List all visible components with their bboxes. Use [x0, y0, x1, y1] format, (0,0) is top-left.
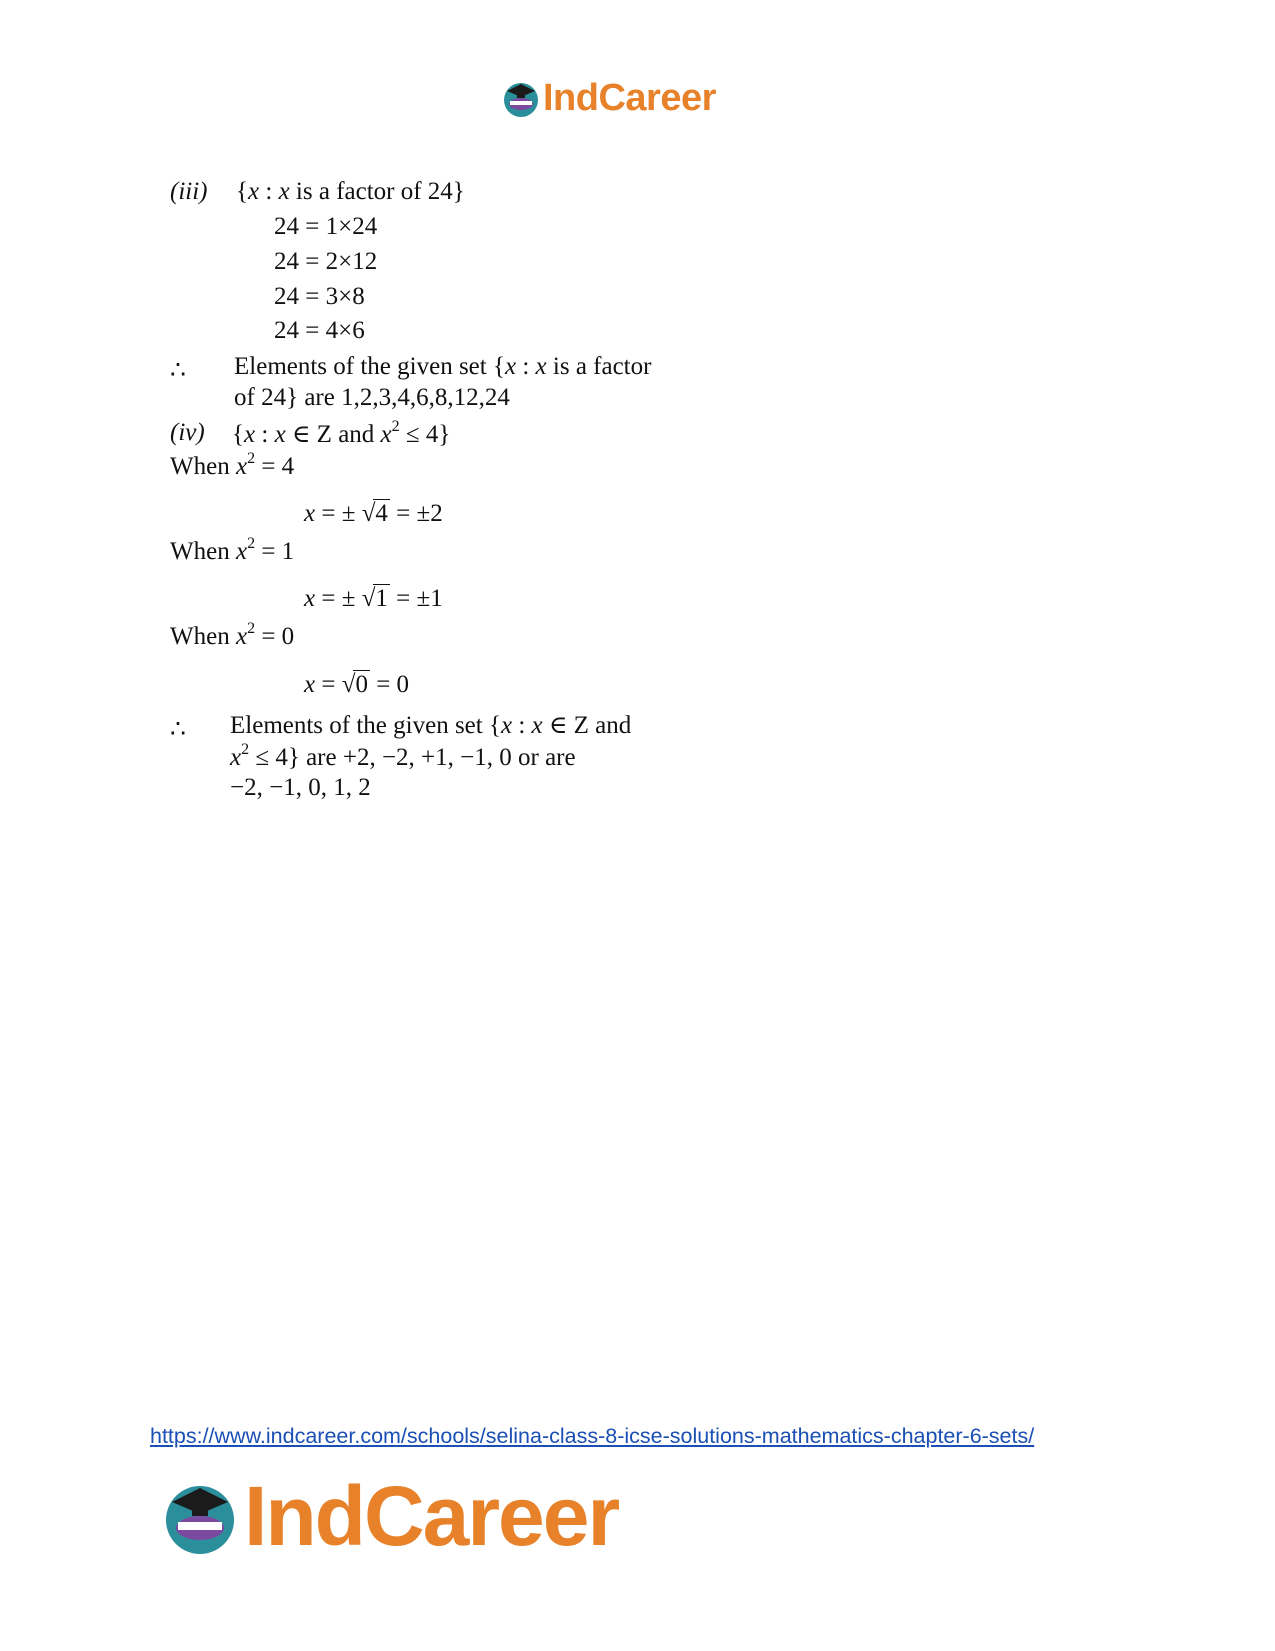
- brand-name: IndCareer: [543, 77, 716, 119]
- case-when: When $x^2 = 0$: [170, 620, 295, 650]
- source-url-link[interactable]: https://www.indcareer.com/schools/selina-class-8-icse-solutions-mathematics-chapter-6-sets/: [150, 1424, 1035, 1448]
- factor-line: 24 = 4×6: [274, 317, 365, 344]
- case-when: When $x^2 = 1$: [170, 535, 295, 565]
- therefore-symbol: ∴: [170, 716, 186, 743]
- part-iii-label: (iii): [170, 178, 208, 205]
- graduation-cap-globe-icon: [160, 1476, 240, 1556]
- factor-line: 24 = 2×12: [274, 248, 378, 275]
- part-iii-conclusion: Elements of the given set {x : x is a factor: [234, 353, 652, 380]
- footer-logo: [160, 1469, 619, 1563]
- header-logo: [501, 78, 716, 118]
- case-result: x = √0 = 0: [304, 671, 410, 698]
- graduation-cap-globe-icon: [501, 78, 541, 118]
- factor-line: 24 = 3×8: [274, 283, 365, 310]
- part-iv-conclusion: Elements of the given set {x : x ∈ Z and: [230, 712, 632, 739]
- factor-line: 24 = 1×24: [274, 213, 378, 240]
- case-when: When $x^2 = 4$: [170, 450, 295, 480]
- part-iv-label: (iv): [170, 419, 205, 446]
- brand-name: IndCareer: [244, 1469, 619, 1563]
- part-iv-conclusion: $x^2 \le 4$} are +2, −2, +1, −1, 0 or are: [230, 741, 576, 771]
- therefore-symbol: ∴: [170, 357, 186, 384]
- part-iv-conclusion: −2, −1, 0, 1, 2: [230, 774, 371, 801]
- part-iii-set: {x : x is a factor of 24}: [236, 178, 465, 205]
- case-result: x = ± √1 = ±1: [304, 585, 443, 612]
- part-iv-set: {x : x ∈ Z and $x^2 \le 4$}: [232, 418, 451, 448]
- part-iii-conclusion: of 24} are 1,2,3,4,6,8,12,24: [234, 384, 510, 411]
- case-result: x = ± √4 = ±2: [304, 500, 443, 527]
